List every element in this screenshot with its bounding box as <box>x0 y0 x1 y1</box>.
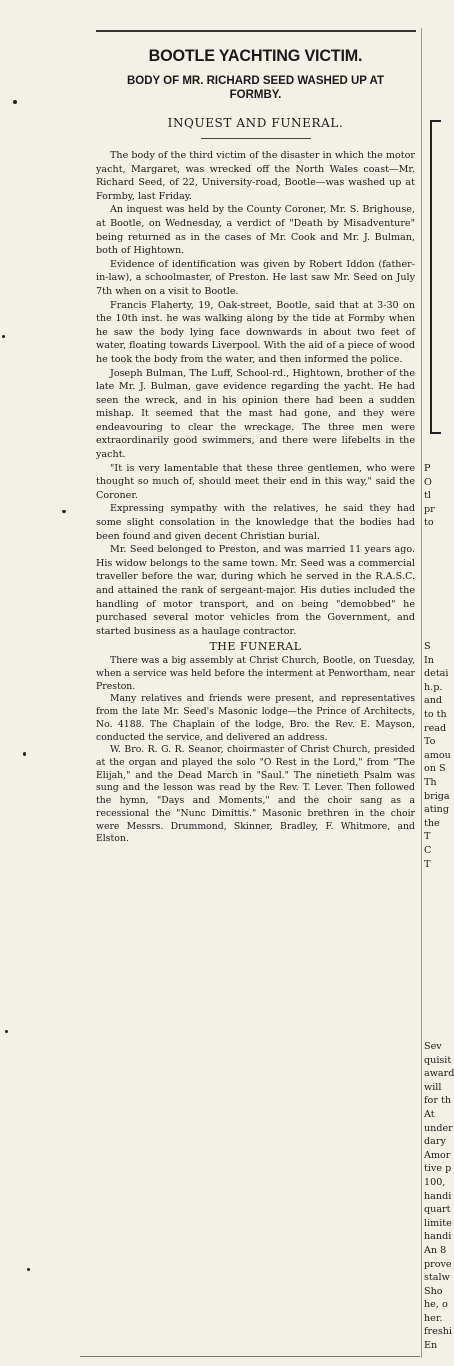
adjacent-box-border <box>430 120 441 434</box>
fragment-line: prove <box>424 1258 452 1270</box>
paragraph: W. Bro. R. G. R. Seanor, choirmaster of Christ Church, presided at the organ and played the solo "O Rest in the Lord," from "The Elijah," and the Dead March in "Saul." The ninetieth Psalm was sung and the lesson was read by the Rev. T. Lever. Then followed the hymn, "Days and Moments," and the choir sang as a recessional the "Nunc Dimittis." Masonic brethren in the choir were Messrs. Drummond, Skinner, Bradley, F. Whitmore, and Elston. <box>96 744 415 845</box>
print-speck <box>13 100 17 104</box>
funeral-body <box>96 655 415 846</box>
fragment-line: her. <box>424 1312 443 1324</box>
fragment-line: P <box>424 463 431 474</box>
print-speck <box>2 335 5 338</box>
bottom-rule <box>80 1356 420 1357</box>
fragment-line: An 8 <box>424 1244 447 1256</box>
print-speck <box>27 1268 30 1271</box>
fragment-line: he, o <box>424 1299 448 1311</box>
headline: BOOTLE YACHTING VICTIM. <box>148 46 363 65</box>
fragment-line: En <box>424 1340 438 1352</box>
adjacent-column-lower <box>424 1040 454 1353</box>
fragment-line: T <box>424 831 431 843</box>
fragment-line: h.p. <box>424 681 443 693</box>
fragment-line: under <box>424 1122 453 1134</box>
fragment-line: handi <box>424 1231 452 1243</box>
section-divider <box>201 138 311 139</box>
fragment-line: to <box>424 517 434 529</box>
fragment-line: Sho <box>424 1285 443 1297</box>
subheadline: BODY OF MR. RICHARD SEED WASHED UP AT FORMBY. <box>126 75 385 101</box>
fragment-line: quart <box>424 1204 451 1216</box>
adjacent-column-upper <box>424 462 439 530</box>
fragment-line: for th <box>424 1095 451 1107</box>
paragraph: Evidence of identification was given by Robert Iddon (father-in-law), a schoolmaster, of Preston. He last saw Mr. Seed on July 7th when on a visit to Bootle. <box>96 258 415 297</box>
fragment-line: ating <box>424 804 449 816</box>
paragraph: The body of the third victim of the disaster in which the motor yacht, Margaret, was wrecked off the North Wales coast—Mr. Richard Seed, of 22, University-road, Bootle—was washed up at Formby, last Friday. <box>96 150 415 202</box>
fragment-line: handi <box>424 1190 452 1202</box>
paragraph: Expressing sympathy with the relatives, he said they had some slight consolation in the knowledge that the bodies had been found and given decent Christian burial. <box>96 503 415 542</box>
top-rule <box>96 30 416 32</box>
fragment-line: award <box>424 1068 454 1080</box>
fragment-line: dary <box>424 1136 446 1148</box>
fragment-line: At <box>424 1108 435 1120</box>
fragment-line: quisit <box>424 1054 452 1066</box>
print-speck <box>23 752 26 756</box>
fragment-line: amou <box>424 749 451 761</box>
article <box>96 34 415 846</box>
fragment-line: to th <box>424 708 447 720</box>
fragment-line: Amor <box>424 1149 451 1161</box>
fragment-line: briga <box>424 790 450 802</box>
paragraph: There was a big assembly at Christ Church, Bootle, on Tuesday, when a service was held before the interment at Penwortham, near Preston. <box>96 655 415 692</box>
column-rule <box>421 28 422 1358</box>
fragment-line: and <box>424 695 443 707</box>
fragment-line: Sev <box>424 1041 442 1052</box>
funeral-heading: THE FUNERAL <box>209 640 302 654</box>
paragraph: Mr. Seed belonged to Preston, and was married 11 years ago. His widow belongs to the same town. Mr. Seed was a commercial traveller before the war, during which he served in the R.A.S.C. and attained the rank of sergeant-major. His duties included the handling of motor transport, and on being "demobbed" he purchased several motor vehicles from the Government, and started business as a haulage contractor. <box>96 544 415 637</box>
fragment-line: will <box>424 1081 442 1093</box>
paragraph: Many relatives and friends were present, and representatives from the late Mr. Seed's Masonic lodge—the Prince of Architects, No. 4188. The Chaplain of the lodge, Bro. the Rev. E. Mayson, conducted the service, and delivered an address. <box>96 693 415 743</box>
paragraph: An inquest was held by the County Coroner, Mr. S. Brighouse, at Bootle, on Wednesday, a verdict of "Death by Misadventure" being returned as in the cases of Mr. Cook and Mr. J. Bulman, both of Hightown. <box>96 204 415 257</box>
article-body <box>96 149 415 638</box>
fragment-line: C <box>424 844 432 856</box>
fragment-line: In <box>424 654 434 666</box>
fragment-line: 100, <box>424 1176 446 1188</box>
fragment-line: the <box>424 817 440 829</box>
paragraph: Joseph Bulman, The Luff, School-rd., Hightown, brother of the late Mr. J. Bulman, gave evidence regarding the yacht. He had seen the wreck, and in his opinion there had been a sudden mishap. It seemed that the mast had gone, and they were endeavouring to clear the wreckage. The three men were extraordinarily good swimmers, and there were lifebelts in the yacht. <box>96 367 415 461</box>
fragment-line: read <box>424 722 447 734</box>
fragment-line: To <box>424 736 436 748</box>
fragment-line: tl <box>424 490 431 502</box>
fragment-line: freshi <box>424 1326 452 1338</box>
section-heading: INQUEST AND FUNERAL. <box>167 116 344 130</box>
fragment-line: tive p <box>424 1163 452 1175</box>
fragment-line: T <box>424 858 431 870</box>
fragment-line: on S <box>424 763 446 775</box>
fragment-line: detai <box>424 668 449 680</box>
fragment-line: limite <box>424 1217 452 1229</box>
adjacent-column-middle <box>424 640 451 871</box>
fragment-line: pr <box>424 503 435 515</box>
fragment-line: stalw <box>424 1272 450 1284</box>
fragment-line: O <box>424 476 432 488</box>
fragment-line: S <box>424 641 431 652</box>
paragraph: Francis Flaherty, 19, Oak-street, Bootle, said that at 3-30 on the 10th inst. he was walking along by the tide at Formby when he saw the body lying face downwards in about two feet of water, floating towards Liverpool. With the aid of a piece of wood he took the body from the water, and then informed the police. <box>96 299 415 365</box>
fragment-line: Th <box>424 776 437 788</box>
print-speck <box>5 1030 8 1033</box>
print-speck <box>62 510 66 513</box>
paragraph: "It is very lamentable that these three gentlemen, who were thought so much of, should meet their end in this way," said the Coroner. <box>96 462 415 501</box>
